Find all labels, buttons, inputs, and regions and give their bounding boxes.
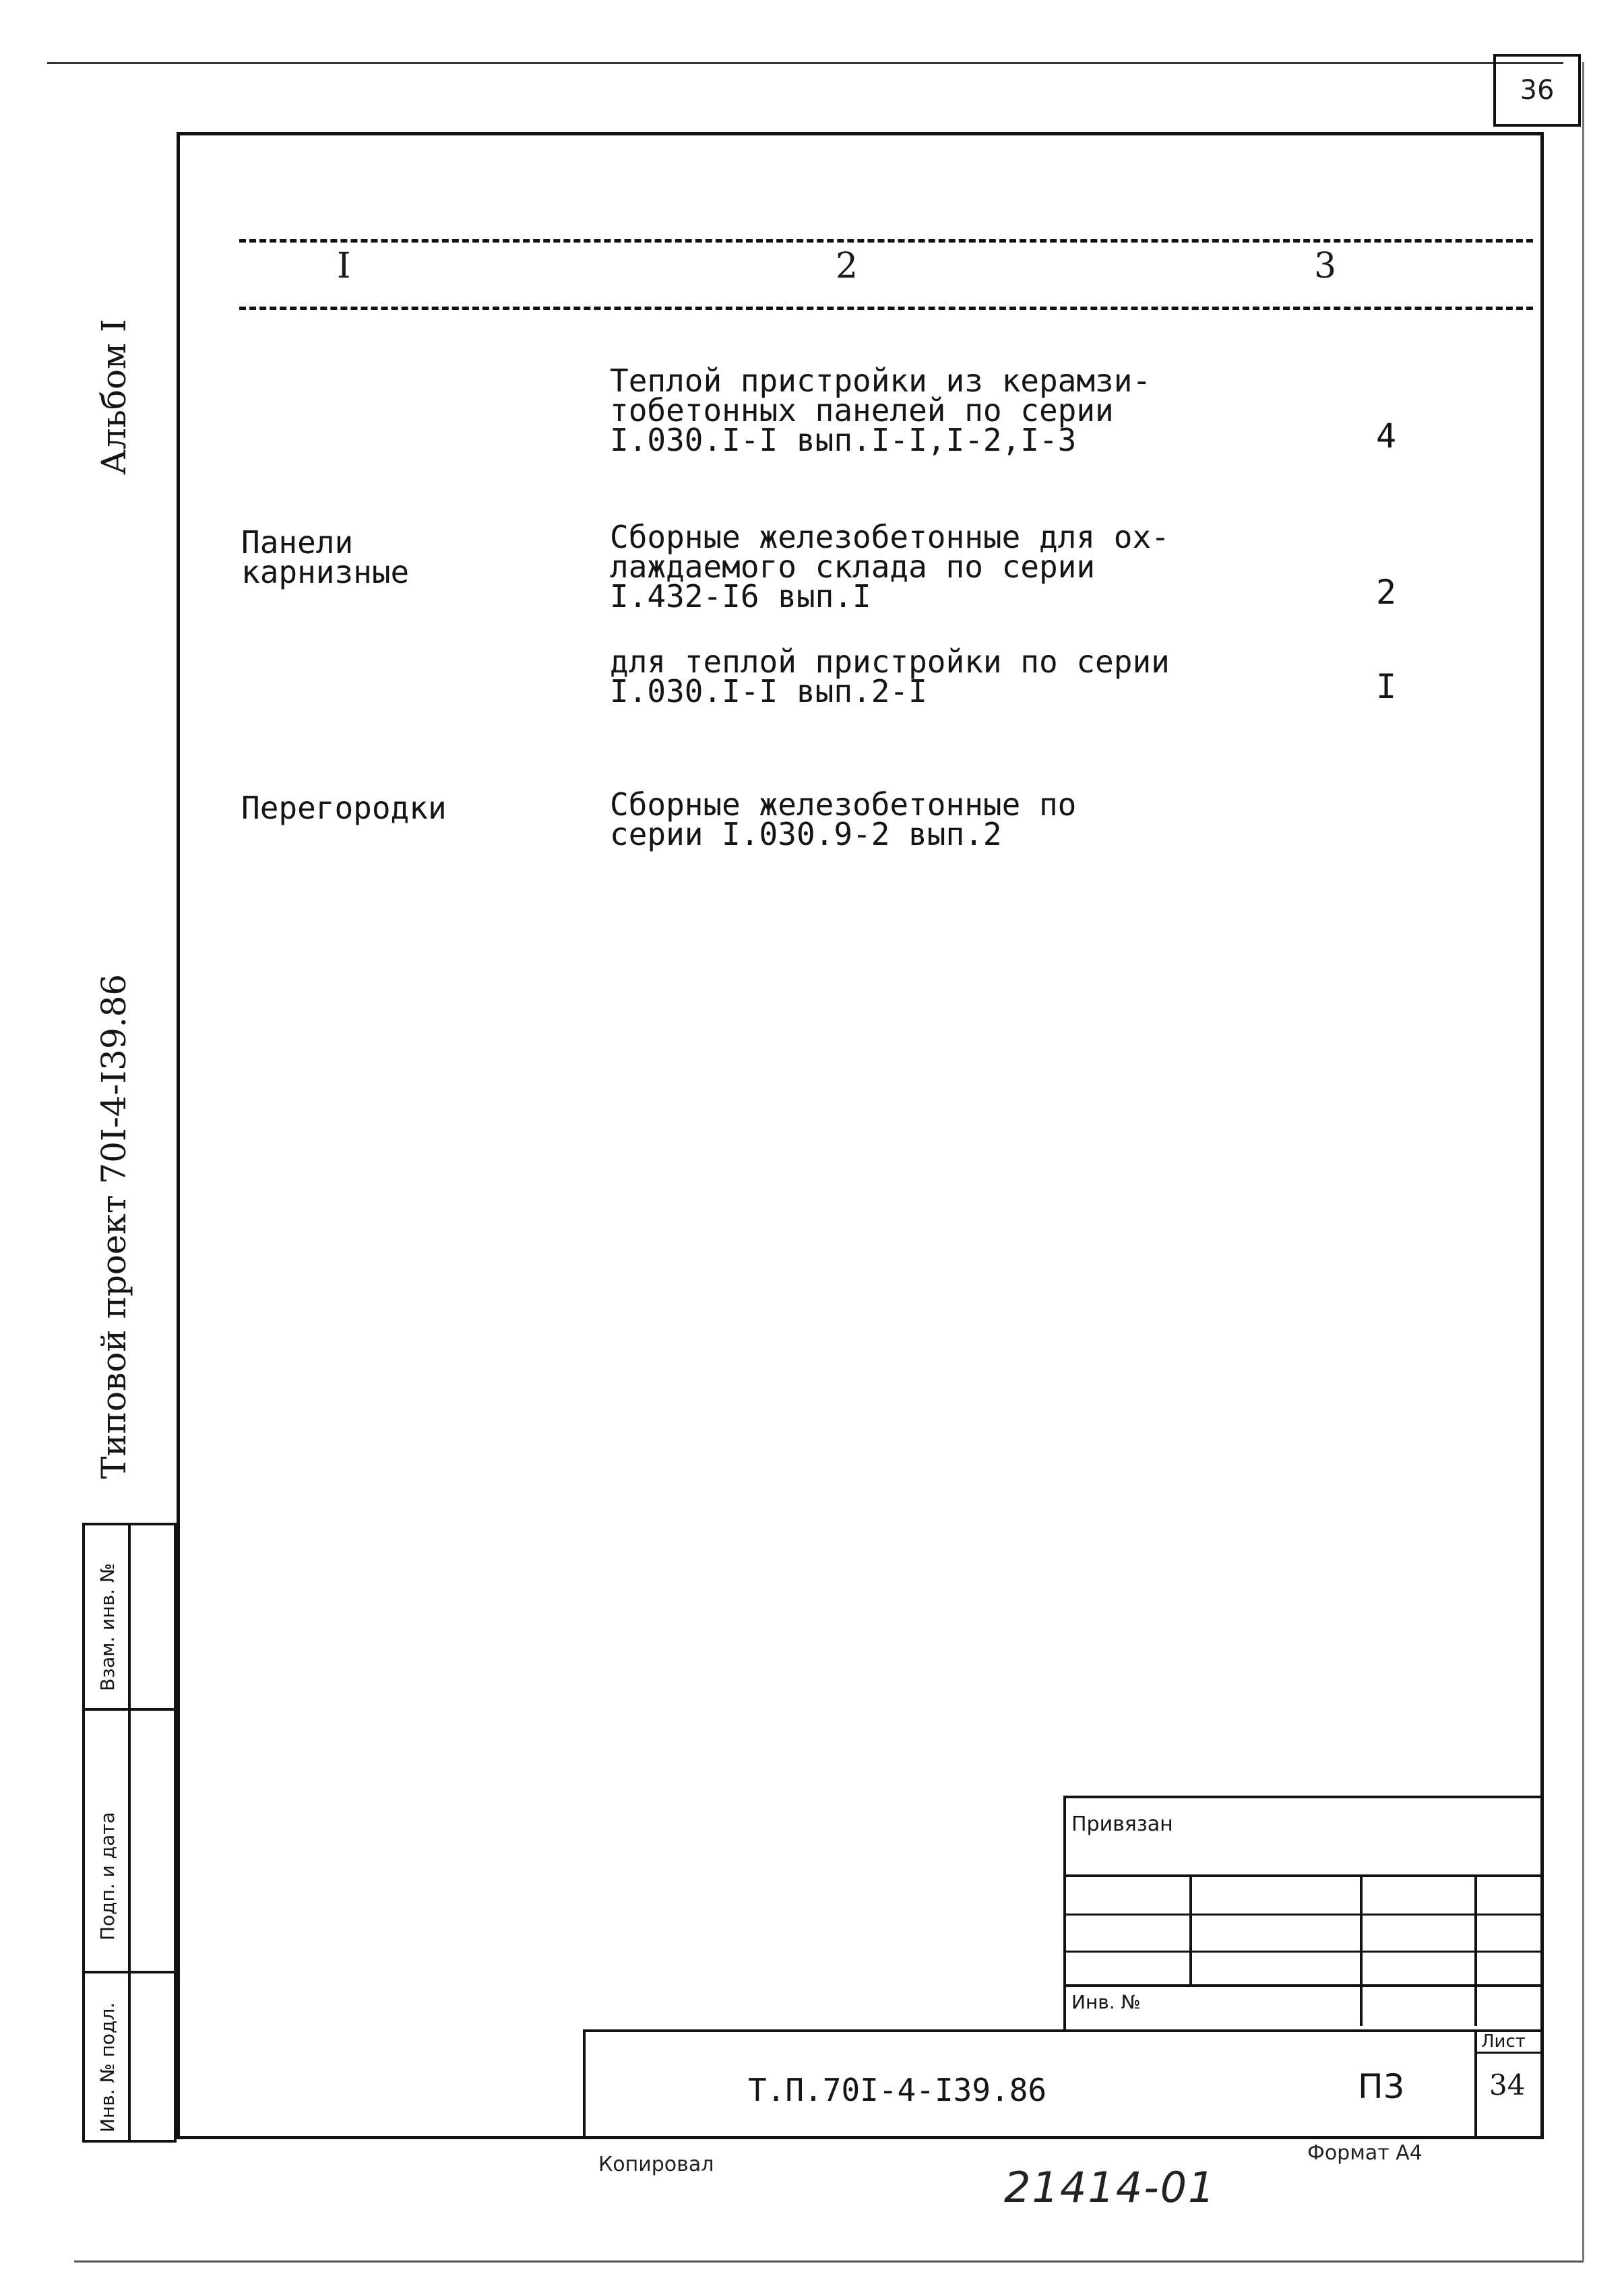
row2-count: 2 [1376,573,1397,612]
album-label: Альбом I [94,319,133,475]
stamp-strip-sep-2 [82,1971,177,1973]
tb-list-label-line [1474,2052,1544,2054]
row2-name: Панели карнизные [241,524,410,590]
row1-count: 4 [1376,416,1397,455]
list-value: 34 [1489,2068,1526,2101]
inv-podl-label: Инв. № подл. [96,2002,119,2132]
tb-grid-line-4 [1063,1984,1544,1987]
podp-data-label: Подп. и дата [96,1812,119,1940]
scan-edge-right [1582,62,1584,2261]
row3-count: I [1376,667,1397,706]
row4-name: Перегородки [241,790,447,826]
tb-main-left-line [583,2029,586,2139]
header-dashed-line-bottom [239,307,1533,310]
stamp-strip-sep-1 [82,1708,177,1711]
sheet-number: 36 [1493,54,1581,127]
scan-edge-bottom [74,2261,1584,2263]
copied-label: Копировал [598,2153,714,2176]
vzam-inv-label: Взам. инв. № [96,1562,119,1691]
privyazan-label: Привязан [1071,1812,1173,1836]
tb-list-divider [1474,2029,1477,2139]
tb-grid-line-1 [1063,1874,1544,1877]
tb-grid-line-3 [1063,1951,1544,1953]
tb-vline-1 [1189,1874,1192,1986]
stamp-strip-divider [128,1523,131,2143]
tb-top-line [1063,1796,1544,1798]
column-header-3: 3 [1314,246,1337,286]
list-label: Лист [1481,2031,1526,2052]
project-label: Типовой проект 70I-4-I39.86 [94,974,133,1479]
section-code: П3 [1358,2067,1405,2106]
tb-main-top-line [583,2029,1544,2032]
row1-description: Теплой пристройки из керамзи- тобетонных панелей по серии I.030.I-I вып.I-I,I-2,I-3 [610,362,1152,458]
tb-vline-2 [1360,1874,1363,2026]
designation: Т.П.70I-4-I39.86 [748,2072,1047,2108]
inv-no-label: Инв. № [1071,1991,1141,2013]
row2-description: Сборные железобетонные для ох- лаждаемого склада по серии I.432-I6 вып.I [610,519,1170,614]
row3-description: для теплой пристройки по серии I.030.I-I вып.2-I [610,643,1170,709]
format-label: Формат А4 [1307,2141,1423,2165]
row4-description: Сборные железобетонные по серии I.030.9-2 вып.2 [610,786,1077,852]
scan-edge-top [47,62,1563,64]
column-header-1: I [337,246,351,286]
tb-grid-line-2 [1063,1914,1544,1916]
column-header-2: 2 [836,246,858,286]
handwritten-number: 21414-01 [1004,2163,1216,2212]
header-dashed-line-top [239,239,1533,243]
tb-vline-3 [1474,1874,1477,2026]
